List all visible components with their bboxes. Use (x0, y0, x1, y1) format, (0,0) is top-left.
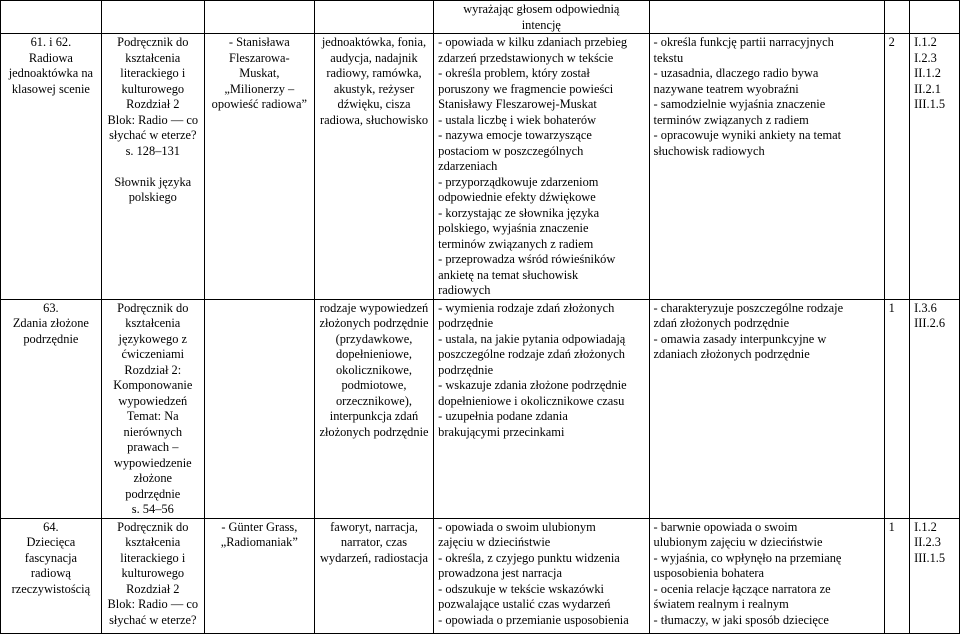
cell-line: Rozdział 2 (126, 97, 180, 111)
cell-line: zdarzeń przedstawionych w tekście (438, 50, 614, 65)
lesson-title-cell (1, 299, 102, 518)
cell-line: Podręcznik do (117, 519, 189, 534)
basic-requirements-continuation (434, 1, 649, 34)
cell-line: polskiego, wyjaśnia znaczenie (438, 221, 589, 235)
cell-line: rodzaje wypowiedzeń (319, 300, 429, 315)
cell-line: odpowiednie efekty dźwiękowe (438, 190, 596, 204)
cell-line: - opowiada o przemianie usposobienia (438, 612, 629, 627)
cell-line: radiową (30, 566, 71, 580)
cell-line: - przyporządkowuje zdarzeniom (438, 174, 599, 189)
cell-line: dopełnieniowe i okolicznikowe czasu (438, 393, 625, 408)
key-terms-cell (314, 299, 433, 518)
cell-line: „Milionerzy – (224, 81, 295, 96)
cell-line: literackiego i (120, 550, 186, 565)
cell-line: Rozdział 2: (124, 362, 182, 377)
extended-requirements-cell (649, 34, 884, 300)
cell-line: tekstu (653, 50, 684, 65)
cell-line (106, 159, 200, 175)
cell-line: Radiowa (28, 50, 73, 65)
cell-line: I.1.2 (914, 519, 937, 534)
cell-line: - ustala, na jakie pytania odpowiadają (438, 331, 626, 346)
cell-line: klasowej scenie (11, 81, 90, 96)
cell-line: ankietę na temat słuchowisk (438, 267, 579, 282)
cell-line: radiowy, ramówka, (326, 66, 422, 80)
cell-line: słychać w eterze? (109, 128, 197, 142)
basic-requirements-cell (434, 34, 649, 300)
cell-line: II.1.2 (914, 66, 941, 80)
key-terms-cell (314, 34, 433, 300)
teaching-materials-cell (101, 518, 204, 633)
cell-line: złożonych podrzędnie (319, 424, 429, 439)
cell-line: - wskazuje zdania złożone podrzędnie (438, 378, 627, 392)
cell-line: - wyjaśnia, co wpłynęło na przemianę (653, 550, 842, 565)
cell-line: III.2.6 (914, 316, 946, 330)
cell-line: jednoaktówka na (8, 66, 94, 80)
cell-line: I.2.3 (914, 50, 937, 65)
cell-line: prowadzona jest narracja (438, 566, 562, 580)
cell-line: słychać w eterze? (109, 612, 197, 627)
cell-line: - określa, z czyjego punktu widzenia (438, 550, 620, 565)
cell-line: podrzędnie (438, 316, 494, 330)
cell-line: faworyt, narracja, (330, 519, 418, 534)
cell-line: postaciom w poszczególnych (438, 143, 584, 158)
cell-line: terminów związanych z radiem (438, 236, 594, 251)
cell-line: 64. (43, 519, 59, 534)
cell-line: - określa funkcję partii narracyjnych (653, 35, 834, 49)
cell-line: jednoaktówka, fonia, (321, 35, 427, 49)
cell-line: ulubionym zajęciu w dzieciństwie (653, 535, 823, 549)
cell-line: zdań złożonych podrzędnie (653, 316, 790, 330)
cell-line: - przeprowadza wśród rówieśników (438, 252, 616, 266)
curriculum-codes-cell (910, 34, 960, 300)
cell-line: I.1.2 (914, 35, 937, 49)
cell-line: - uzasadnia, dlaczego radio bywa (653, 66, 819, 80)
literary-texts-cell (204, 34, 314, 300)
cell-line: - określa problem, który został (438, 66, 590, 80)
cell-line: ćwiczeniami (121, 347, 185, 361)
table-row (1, 34, 960, 300)
cell-line: kulturowego (121, 81, 185, 96)
curriculum-codes-cell (910, 518, 960, 633)
cell-line: (przydawkowe, (335, 331, 413, 346)
lesson-title-cell (1, 34, 102, 300)
cell-line: kształcenia (125, 316, 181, 330)
cell-line: III.1.5 (914, 550, 946, 565)
cell-line: słuchowisk radiowych (653, 143, 765, 158)
cell-line: orzecznikowe), (335, 393, 412, 408)
cell-line: wypowiedzeń (118, 393, 188, 408)
teaching-materials-cell (101, 299, 204, 518)
extended-requirements-cell (649, 299, 884, 518)
cell-line: interpunkcja zdań (329, 409, 419, 423)
cell-line: Fleszarowa- (229, 50, 290, 65)
cell-line: Blok: Radio — co (107, 112, 199, 127)
cell-line: kształcenia (125, 535, 181, 549)
hours-cell (884, 299, 909, 518)
cell-line: pozwalające ustalić czas wydarzeń (438, 597, 611, 611)
cell-line: radiowych (438, 283, 491, 297)
cell-line: II.2.1 (914, 81, 941, 96)
cell-line: 63. (43, 300, 59, 315)
cell-line: Komponowanie (113, 378, 193, 392)
cell-value: 2 (888, 35, 895, 49)
cell-line: Stanisławy Fleszarowej-Muskat (438, 97, 597, 111)
cell-line: akustyk, reżyser (333, 81, 415, 96)
continuation-line: wyrażając głosem odpowiednią (463, 2, 620, 16)
cell-line: Słownik języka (114, 174, 192, 189)
cell-line: - ocenia relacje łączące narratora ze (653, 581, 831, 596)
cell-line: dźwięku, cisza (337, 97, 411, 111)
cell-line: zdaniach złożonych podrzędnie (653, 347, 810, 361)
cell-line: - Stanisława (228, 35, 290, 49)
cell-line: złożone (133, 471, 173, 485)
cell-line: złożonych podrzędnie (319, 316, 429, 330)
cell-line: zdarzeniach (438, 159, 498, 173)
cell-line: podrzędnie (438, 362, 494, 377)
cell-line: rzeczywistością (11, 581, 91, 596)
cell-line: wypowiedzenie (113, 455, 192, 470)
cell-line: - opowiada w kilku zdaniach przebieg (438, 35, 628, 49)
table-row (1, 518, 960, 633)
curriculum-codes-cell (910, 299, 960, 518)
cell-line: terminów związanych z radiem (653, 112, 809, 127)
key-terms-cell (314, 518, 433, 633)
cell-line: opowieść radiowa” (211, 97, 307, 111)
cell-line: II.2.3 (914, 535, 941, 549)
teaching-materials-cell (101, 34, 204, 300)
cell-line: fascynacja (24, 550, 78, 565)
cell-line: narrator, czas (340, 535, 408, 549)
cell-line: Dziecięca (26, 535, 76, 549)
cell-line: poruszony we fragmencie powieści (438, 81, 614, 96)
continuation-line: intencję (521, 17, 561, 32)
cell-line: poszczególne rodzaje zdań złożonych (438, 347, 625, 361)
cell-line: s. 54–56 (131, 502, 174, 516)
cell-line: prawach – (127, 440, 179, 454)
cell-line: - odszukuje w tekście wskazówki (438, 581, 604, 596)
cell-line: światem realnym i realnym (653, 597, 789, 611)
cell-line: podrzędnie (23, 331, 79, 346)
cell-line: zajęciu w dzieciństwie (438, 535, 551, 549)
cell-line: kształcenia (125, 50, 181, 65)
cell-line: podrzędnie (125, 486, 181, 501)
cell-line: - korzystając ze słownika języka (438, 205, 600, 220)
cell-line: - uzupełnia podane zdania (438, 409, 568, 423)
cell-line: nierównych (123, 424, 183, 439)
cell-line: III.1.5 (914, 97, 946, 111)
cell-value: 1 (888, 519, 895, 534)
cell-line: polskiego (128, 190, 177, 204)
cell-line: usposobienia bohatera (653, 566, 764, 580)
cell-line: - wymienia rodzaje zdań złożonych (438, 300, 615, 315)
cell-line: - opracowuje wyniki ankiety na temat (653, 128, 842, 142)
cell-line: 61. i 62. (30, 35, 72, 49)
basic-requirements-cell (434, 518, 649, 633)
cell-line: - samodzielnie wyjaśnia znaczenie (653, 97, 826, 111)
cell-line: Muskat, (239, 66, 280, 80)
cell-line: - tłumaczy, w jaki sposób dziecięce (653, 612, 829, 627)
cell-line: I.3.6 (914, 300, 937, 315)
cell-line: „Radiomaniak” (220, 535, 298, 549)
cell-line: nazywane teatrem wyobraźni (653, 81, 799, 96)
cell-line: - opowiada o swoim ulubionym (438, 519, 596, 534)
cell-line: - ustala liczbę i wiek bohaterów (438, 112, 597, 127)
cell-value: 1 (888, 300, 895, 315)
cell-line: - Günter Grass, (221, 519, 298, 534)
cell-line: s. 128–131 (125, 143, 180, 158)
cell-line: językowego z (118, 331, 188, 346)
cell-line: brakującymi przecinkami (438, 424, 565, 439)
cell-line: Podręcznik do (117, 300, 189, 315)
cell-line: Temat: Na (126, 409, 179, 423)
cell-line: Blok: Radio — co (107, 597, 199, 611)
cell-line: - omawia zasady interpunkcyjne w (653, 331, 827, 346)
cell-line: radiowa, słuchowisko (319, 112, 429, 127)
basic-requirements-cell (434, 299, 649, 518)
cell-line: podmiotowe, (341, 378, 407, 392)
cell-line: Podręcznik do (117, 35, 189, 49)
cell-line: okolicznikowe, (335, 362, 412, 377)
cell-line: Rozdział 2 (126, 581, 180, 596)
cell-line: kulturowego (121, 566, 185, 580)
cell-line: - barwnie opowiada o swoim (653, 519, 798, 534)
cell-line: Zdania złożone (12, 316, 89, 330)
literary-texts-cell (204, 518, 314, 633)
hours-cell (884, 34, 909, 300)
cell-line: audycja, nadajnik (330, 50, 418, 65)
cell-line: wydarzeń, radiostacja (319, 550, 428, 565)
cell-line: dopełnieniowe, (335, 347, 412, 361)
lesson-title-cell (1, 518, 102, 633)
cell-line: - nazywa emocje towarzyszące (438, 128, 592, 142)
table-row (1, 299, 960, 518)
extended-requirements-cell (649, 518, 884, 633)
cell-line: literackiego i (120, 66, 186, 80)
table-row-continuation (1, 1, 960, 34)
hours-cell (884, 518, 909, 633)
cell-line: - charakteryzuje poszczególne rodzaje (653, 300, 844, 315)
literary-texts-cell (204, 299, 314, 518)
